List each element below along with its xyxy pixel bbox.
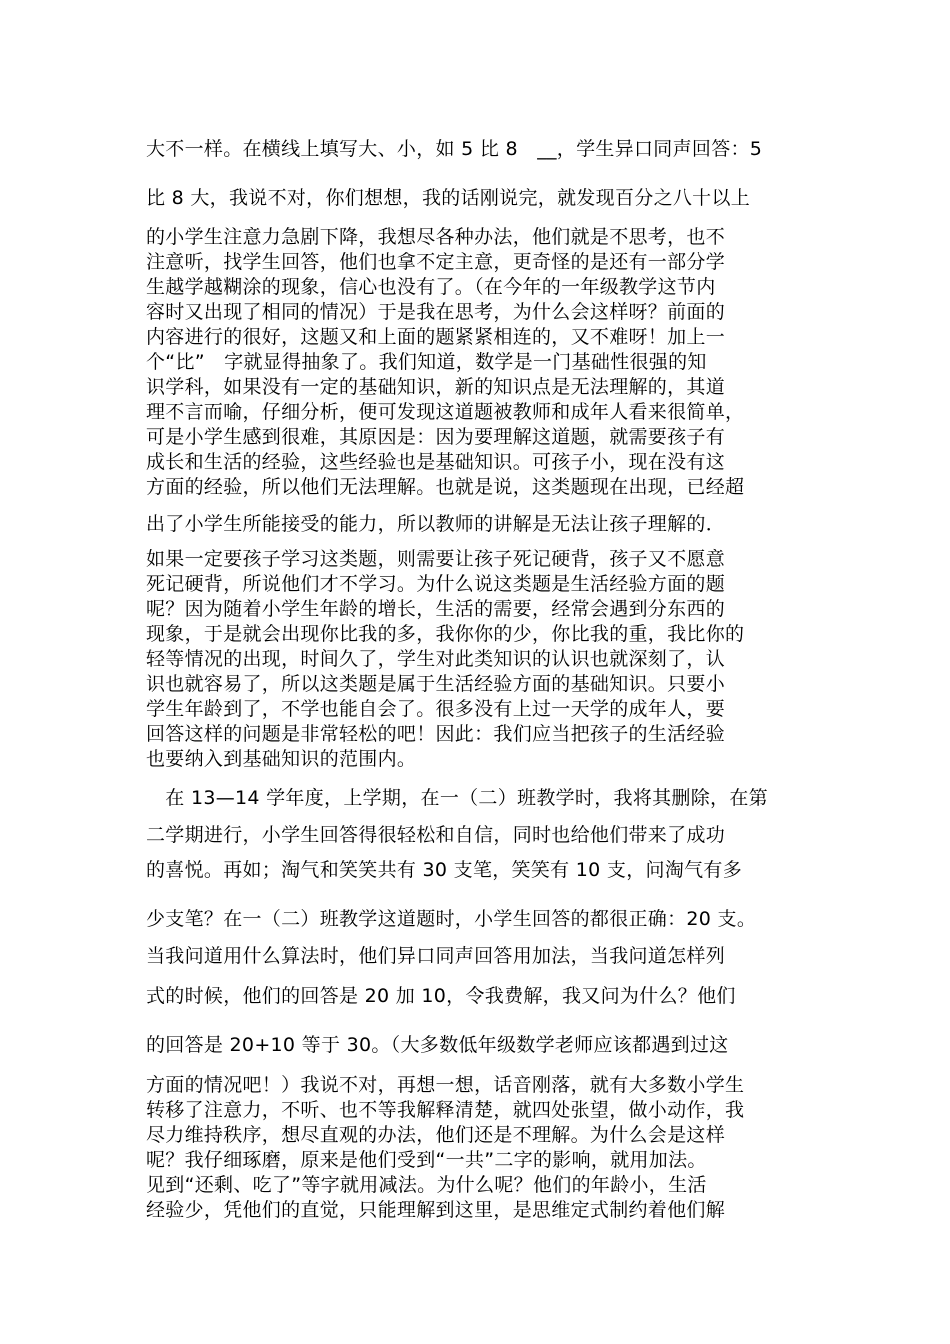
text-line: 容时又出现了相同的情况）于是我在思考，为什么会这样呀？前面的 [146,301,726,323]
text-line: 识也就容易了，所以这类题是属于生活经验方面的基础知识。只要小 [146,673,726,695]
text-line: 呢？我仔细琢磨，原来是他们受到“一共”二字的影响，就用加法。 [146,1149,707,1171]
text-line: 的小学生注意力急剧下降，我想尽各种办法，他们就是不思考，也不 [146,226,726,248]
text-line: 注意听，找学生回答，他们也拿不定主意，更奇怪的是还有一部分学 [146,251,726,273]
text-line: 如果一定要孩子学习这类题，则需要让孩子死记硬背，孩子又不愿意 [146,548,726,570]
text-line: 可是小学生感到很难，其原因是：因为要理解这道题，就需要孩子有 [146,426,726,448]
text-line: 二学期进行，小学生回答得很轻松和自信，同时也给他们带来了成功 [146,824,726,846]
text-line: 见到“还剩、吃了”等字就用减法。为什么呢？他们的年龄小，生活 [146,1174,707,1196]
text-line: 在 13—14 学年度，上学期，在一（二）班教学时，我将其删除，在第 [146,787,768,809]
text-line: 的回答是 20+10 等于 30。（大多数低年级数学老师应该都遇到过这 [146,1034,729,1056]
text-line: 死记硬背，所说他们才不学习。为什么说这类题是生活经验方面的题 [146,573,726,595]
text-line: 理不言而喻，仔细分析，便可发现这道题被教师和成年人看来很简单， [146,401,745,423]
text-line: 经验少，凭他们的直觉，只能理解到这里，是思维定式制约着他们解 [146,1199,726,1221]
text-line: 比 8 大，我说不对，你们想想，我的话刚说完，就发现百分之八十以上 [146,187,751,209]
text-line: 出了小学生所能接受的能力，所以教师的讲解是无法让孩子理解的． [146,513,726,535]
text-line: 回答这样的问题是非常轻松的吧！因此：我们应当把孩子的生活经验 [146,723,726,745]
text-line: 现象，于是就会出现你比我的多，我你你的少，你比我的重，我比你的 [146,623,745,645]
text-line: 尽力维持秩序，想尽直观的办法，他们还是不理解。为什么会是这样 [146,1124,726,1146]
text-line: 生越学越糊涂的现象，信心也没有了。（在今年的一年级教学这节内 [146,276,716,298]
text-line: 学生年龄到了，不学也能自会了。很多没有上过一天学的成年人，要 [146,698,726,720]
text-line: 方面的经验，所以他们无法理解。也就是说，这类题现在出现，已经超 [146,476,745,498]
text-line: 轻等情况的出现，时间久了，学生对此类知识的认识也就深刻了，认 [146,648,726,670]
text-line: 的喜悦。再如；淘气和笑笑共有 30 支笔，笑笑有 10 支，问淘气有多 [146,859,743,881]
text-line: 内容进行的很好，这题又和上面的题紧紧相连的，又不难呀！加上一 [146,326,726,348]
text-line: 也要纳入到基础知识的范围内。 [146,748,417,770]
text-line: 当我问道用什么算法时，他们异口同声回答用加法，当我问道怎样列 [146,945,726,967]
text-line: 成长和生活的经验，这些经验也是基础知识。可孩子小，现在没有这 [146,451,726,473]
text-line: 呢？因为随着小学生年龄的增长，生活的需要，经常会遇到分东西的 [146,598,726,620]
text-line: 方面的情况吧！）我说不对，再想一想，话音刚落，就有大多数小学生 [146,1074,745,1096]
text-line: 个“比” 字就显得抽象了。我们知道，数学是一门基础性很强的知 [146,351,707,373]
text-line: 识学科，如果没有一定的基础知识，新的知识点是无法理解的，其道 [146,376,726,398]
text-line: 大不一样。在横线上填写大、小，如 5 比 8 __，学生异口同声回答：5 [146,138,763,160]
text-line: 式的时候，他们的回答是 20 加 10，令我费解，我又问为什么？他们 [146,985,736,1007]
text-line: 少支笔？在一（二）班教学这道题时，小学生回答的都很正确：20 支。 [146,908,757,930]
text-line: 转移了注意力，不听、也不等我解释清楚，就四处张望，做小动作，我 [146,1099,745,1121]
